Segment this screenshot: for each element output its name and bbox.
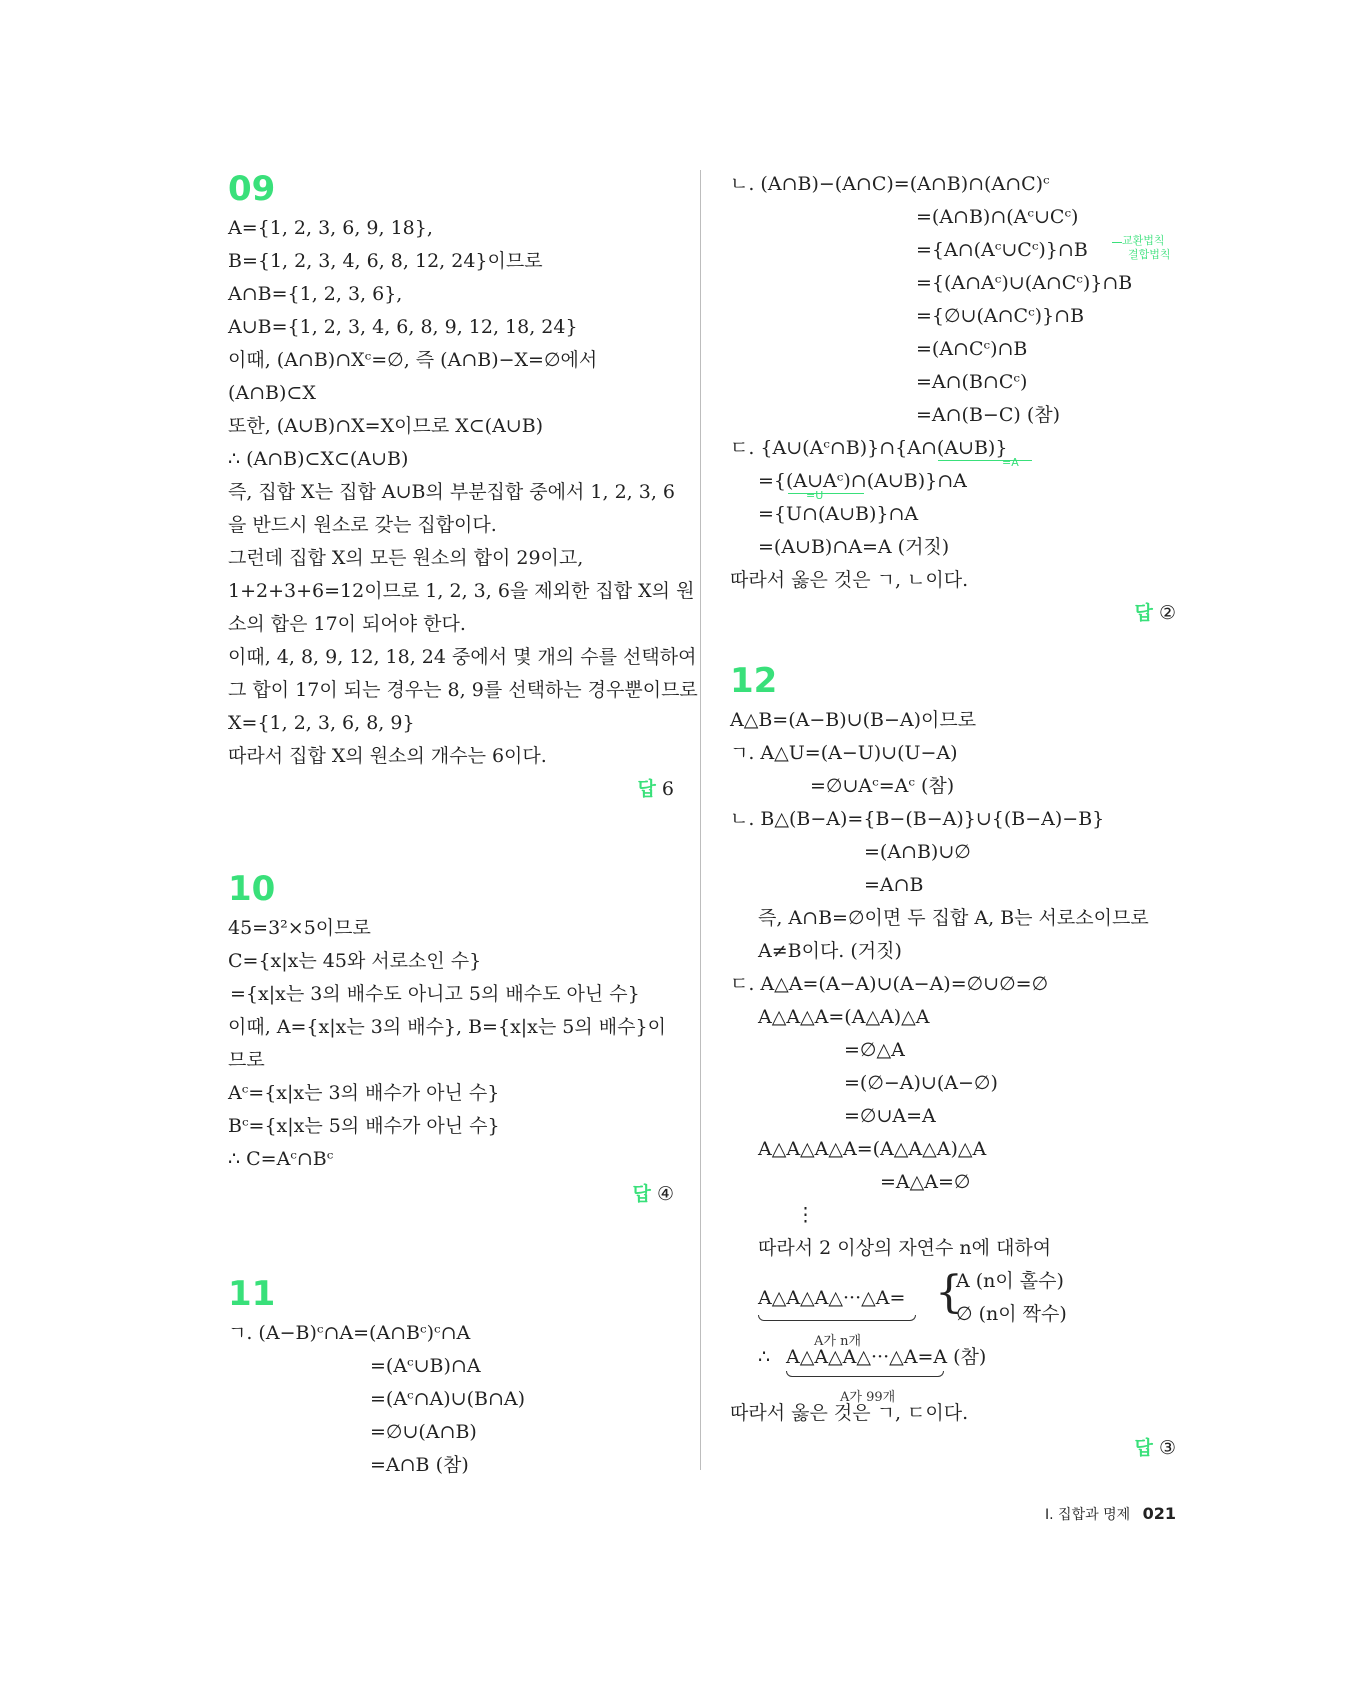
problem-number: 10	[228, 869, 276, 909]
page-number: 021	[1142, 1504, 1176, 1523]
right-column	[730, 168, 1176, 1465]
case-odd: A (n이 홀수)	[956, 1270, 1064, 1292]
solution-line: 45=3²×5이므로	[228, 917, 371, 939]
answer-value: ②	[1158, 602, 1176, 624]
solution-line: Aᶜ={x|x는 3의 배수가 아닌 수}	[228, 1082, 500, 1104]
answer	[730, 597, 1176, 630]
solution-line: 따라서 집합 X의 원소의 개수는 6이다.	[228, 745, 547, 767]
answer-label: 답	[637, 778, 656, 800]
solution-line: 이때, (A∩B)∩Xᶜ=∅, 즉 (A∩B)−X=∅에서	[228, 349, 598, 371]
underbrace	[758, 1315, 916, 1321]
piecewise-lhs: A△A△A△···△A=	[758, 1287, 906, 1309]
underbrace-label: A가 n개	[814, 1334, 862, 1349]
underbrace	[786, 1371, 944, 1377]
solution-line: =∅∪(A∩B)	[370, 1421, 477, 1443]
piecewise-result	[730, 1265, 1176, 1349]
solution-line: A={1, 2, 3, 6, 9, 18},	[228, 217, 433, 239]
solution-line: =(A∪B)∩A=A (거짓)	[758, 536, 950, 558]
solution-line: ={(A∩Aᶜ)∪(A∩Cᶜ)}∩B	[916, 272, 1133, 294]
solution-line: =A∩(B−C) (참)	[916, 404, 1061, 426]
solution-line: X={1, 2, 3, 6, 8, 9}	[228, 712, 415, 734]
solution-line: =(Aᶜ∪B)∩A	[370, 1355, 481, 1377]
solution-line: (A∩B)⊂X	[228, 382, 316, 404]
solution-line: ={∅∪(A∩Cᶜ)}∩B	[916, 305, 1085, 327]
solution-line: C={x|x는 45와 서로소인 수}	[228, 950, 482, 972]
column-divider	[700, 170, 701, 1470]
problem-number: 12	[730, 661, 778, 701]
problem-10	[228, 868, 674, 1211]
answer-value: ③	[1158, 1437, 1176, 1459]
solution-line: ㄷ. A△A=(A−A)∪(A−A)=∅∪∅=∅	[730, 973, 1049, 995]
solution-line: 이때, 4, 8, 9, 12, 18, 24 중에서 몇 개의 수를 선택하여	[228, 646, 697, 668]
solution-line: =A∩(B∩Cᶜ)	[916, 371, 1028, 393]
solution-line: =(A∩Cᶜ)∩B	[916, 338, 1028, 360]
solution-line	[730, 465, 1176, 502]
note-leader-line	[1112, 242, 1122, 243]
problem-number: 09	[228, 169, 276, 209]
page-footer	[1045, 1504, 1176, 1524]
solution-line: =∅△A	[844, 1039, 905, 1061]
solution-line: 따라서 옳은 것은 ㄱ, ㄴ이다.	[730, 569, 969, 591]
answer-label: 답	[1134, 1437, 1153, 1459]
law-note-associative: 결합법칙	[1128, 248, 1171, 261]
case-even: ∅ (n이 짝수)	[956, 1303, 1067, 1325]
solution-line: A∩B={1, 2, 3, 6},	[228, 283, 403, 305]
problem-12	[730, 660, 1176, 1465]
solution-text: ={(A∪Aᶜ)∩(A∪B)}∩A	[758, 470, 967, 492]
annotation-eq-a: =A	[1002, 456, 1019, 469]
problem-09	[228, 168, 698, 806]
solution-line: ㄱ. A△U=(A−U)∪(U−A)	[730, 742, 958, 764]
answer-label: 답	[1134, 602, 1153, 624]
solution-line: =(A∩B)∩(Aᶜ∪Cᶜ)	[916, 206, 1079, 228]
final-statement	[730, 1341, 1176, 1405]
solution-line: B={1, 2, 3, 4, 6, 8, 12, 24}이므로	[228, 250, 543, 272]
solution-line: 이때, A={x|x는 3의 배수}, B={x|x는 5의 배수}이	[228, 1016, 666, 1038]
solution-line: ={U∩(A∪B)}∩A	[758, 503, 919, 525]
solution-text: ={A∩(Aᶜ∪Cᶜ)}∩B	[916, 239, 1088, 261]
section-title: I. 집합과 명제	[1045, 1507, 1131, 1523]
solution-line: 또한, (A∪B)∩X=X이므로 X⊂(A∪B)	[228, 415, 544, 437]
solution-line: =A∩B (참)	[370, 1454, 469, 1476]
problem-11	[228, 1273, 674, 1482]
problem-11-continued	[730, 168, 1176, 630]
vertical-ellipsis: ⋮	[796, 1204, 815, 1226]
final-expression: A△A△A△···△A=A (참)	[786, 1346, 987, 1368]
solution-line: ㄴ. (A∩B)−(A∩C)=(A∩B)∩(A∩C)ᶜ	[730, 173, 1050, 195]
solution-line: A≠B이다. (거짓)	[758, 940, 902, 962]
answer	[730, 1432, 1176, 1465]
solution-line: =∅∪A=A	[844, 1105, 936, 1127]
solution-line: 을 반드시 원소로 갖는 집합이다.	[228, 514, 497, 536]
solution-line: 즉, A∩B=∅이면 두 집합 A, B는 서로소이므로	[758, 907, 1149, 929]
solution-line: A△A△A△A=(A△A△A)△A	[758, 1138, 987, 1160]
left-column	[228, 168, 698, 1482]
law-note-commutative: 교환법칙	[1122, 234, 1165, 247]
therefore-symbol: ∴	[758, 1346, 771, 1368]
solution-line: A△B=(A−B)∪(B−A)이므로	[730, 709, 977, 731]
solution-line: 따라서 2 이상의 자연수 n에 대하여	[758, 1237, 1052, 1259]
solution-line: =(∅−A)∪(A−∅)	[844, 1072, 998, 1094]
solution-text: ㄷ. {A∪(Aᶜ∩B)}∩{A∩(A∪B)}	[730, 437, 1008, 459]
solution-line: =(Aᶜ∩A)∪(B∩A)	[370, 1388, 526, 1410]
solution-line: A∪B={1, 2, 3, 4, 6, 8, 9, 12, 18, 24}	[228, 316, 578, 338]
solution-line: 소의 합은 17이 되어야 한다.	[228, 613, 466, 635]
solution-line: =A∩B	[864, 874, 924, 896]
solution-line: ={x|x는 3의 배수도 아니고 5의 배수도 아닌 수}	[230, 983, 640, 1005]
solution-line: 1+2+3+6=12이므로 1, 2, 3, 6을 제외한 집합 X의 원	[228, 580, 695, 602]
solution-line: 그 합이 17이 되는 경우는 8, 9를 선택하는 경우뿐이므로	[228, 679, 698, 701]
solution-line: 따라서 옳은 것은 ㄱ, ㄷ이다.	[730, 1402, 969, 1424]
problem-number: 11	[228, 1274, 276, 1314]
answer-label: 답	[632, 1183, 651, 1205]
answer	[228, 773, 674, 806]
solution-line: ㄴ. B△(B−A)={B−(B−A)}∪{(B−A)−B}	[730, 808, 1105, 830]
solution-line: ∴ C=Aᶜ∩Bᶜ	[228, 1148, 334, 1170]
solution-line: 즉, 집합 X는 집합 A∪B의 부분집합 중에서 1, 2, 3, 6	[228, 481, 675, 503]
solution-line: A△A△A=(A△A)△A	[758, 1006, 930, 1028]
solution-line: Bᶜ={x|x는 5의 배수가 아닌 수}	[228, 1115, 500, 1137]
annotation-underline	[788, 493, 864, 494]
solution-line	[730, 432, 1176, 469]
solution-line: =∅∪Aᶜ=Aᶜ (참)	[810, 775, 955, 797]
solution-line	[730, 234, 1176, 267]
answer	[228, 1178, 674, 1211]
solution-line: 므로	[228, 1049, 265, 1071]
solution-line: ㄱ. (A−B)ᶜ∩A=(A∩Bᶜ)ᶜ∩A	[228, 1322, 471, 1344]
solution-line: =(A∩B)∪∅	[864, 841, 971, 863]
annotation-eq-u: =U	[806, 489, 824, 502]
solution-line: =A△A=∅	[880, 1171, 971, 1193]
underbrace-label: A가 99개	[840, 1390, 896, 1405]
answer-value: 6	[661, 778, 674, 800]
curly-brace: {	[935, 1267, 963, 1318]
answer-value: ④	[656, 1183, 674, 1205]
solution-line: 그런데 집합 X의 모든 원소의 합이 29이고,	[228, 547, 584, 569]
solution-line: ∴ (A∩B)⊂X⊂(A∪B)	[228, 448, 409, 470]
